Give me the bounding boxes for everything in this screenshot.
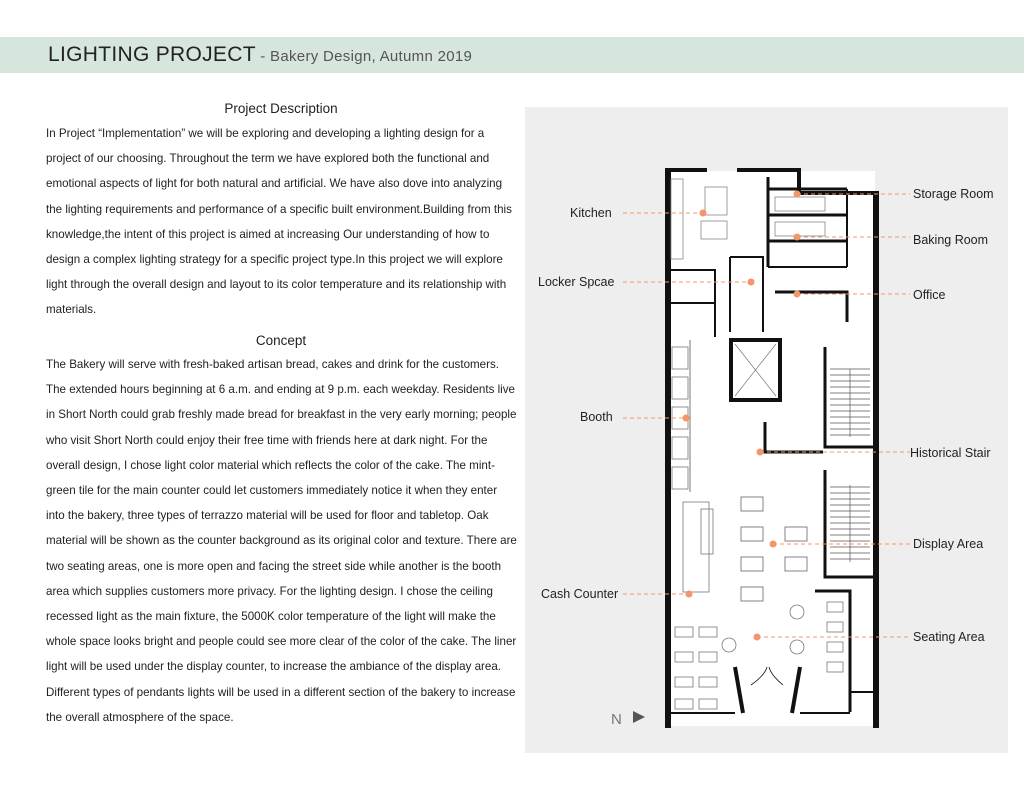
display-marker — [770, 541, 777, 548]
label-seating-area: Seating Area — [913, 630, 985, 644]
label-booth: Booth — [580, 410, 613, 424]
label-display-area: Display Area — [913, 537, 984, 551]
label-locker-space: Locker Spcae — [538, 275, 615, 289]
seating-marker — [754, 634, 761, 641]
label-baking-room: Baking Room — [913, 233, 989, 247]
concept-text: The Bakery will serve with fresh-baked artisan bread, cakes and drink for the customers. The extended hours beginning at 6 a.m. and ending at 9 p.m. each weekday. Residents live in Short North could grab freshly made bread for breakfast in the very early morning; people who visit Short North could enjoy their free time with friends here at dark night. For the overall design, I chose light color material which reflects the color of the cake. The mint-green tile for the main counter could let customers immediately notice it when they enter into the bakery, three types of terrazzo material will be used for floor and tabletop. Oak material will be shown as the counter background as its original color and texture. There are two seating areas, one is more open and facing the street side while another is the booth area which supplies customers more privacy. For the lighting design. I chose the ceiling recessed light as the main fixture, the 5000K color temperature of the light will make the whole space looks bright and people could see more clear of the color of the cake. The liner light will be used under the display counter, to increase the ambiance of the display area. Different types of pendants lights will be used in a different section of the bakery to increase the overall atmosphere of the space. — [46, 358, 517, 724]
north-arrow-icon — [633, 711, 645, 723]
baking-marker — [794, 234, 801, 241]
page-title — [48, 43, 472, 67]
label-office: Office — [913, 288, 946, 302]
floor-plan-panel — [525, 107, 1008, 753]
title-main: LIGHTING PROJECT — [48, 43, 256, 66]
cash-counter-marker — [686, 591, 693, 598]
stair-marker — [757, 449, 764, 456]
locker-marker — [748, 279, 755, 286]
concept-heading: Concept — [255, 333, 307, 348]
label-storage-room: Storage Room — [913, 187, 994, 201]
office-marker — [794, 291, 801, 298]
label-historical-stair: Historical Stair — [910, 446, 991, 460]
label-kitchen: Kitchen — [570, 206, 612, 220]
floor-plan — [525, 107, 1008, 753]
north-label: N — [611, 711, 622, 728]
title-subtitle: - Bakery Design, Autumn 2019 — [255, 48, 473, 65]
label-cash-counter: Cash Counter — [541, 587, 619, 601]
description-heading: Project Description — [224, 101, 338, 116]
description-text: In Project “Implementation” we will be exploring and developing a lighting design for a project of our choosing. Throughout the term we have explored both the functional and emotional aspects of light for both natural and artificial. We have also dove into analyzing the lighting requirements and performance of a specific built environment.Building from this knowledge,the intent of this project is aimed at increasing Our understanding of how to design a complex lighting strategy for a specific project type.In this project we will explore light through the overall design and layout to its color temperature and its relationship with materials. — [46, 127, 512, 317]
storage-marker — [794, 191, 801, 198]
kitchen-marker — [700, 210, 707, 217]
booth-marker — [683, 415, 690, 422]
